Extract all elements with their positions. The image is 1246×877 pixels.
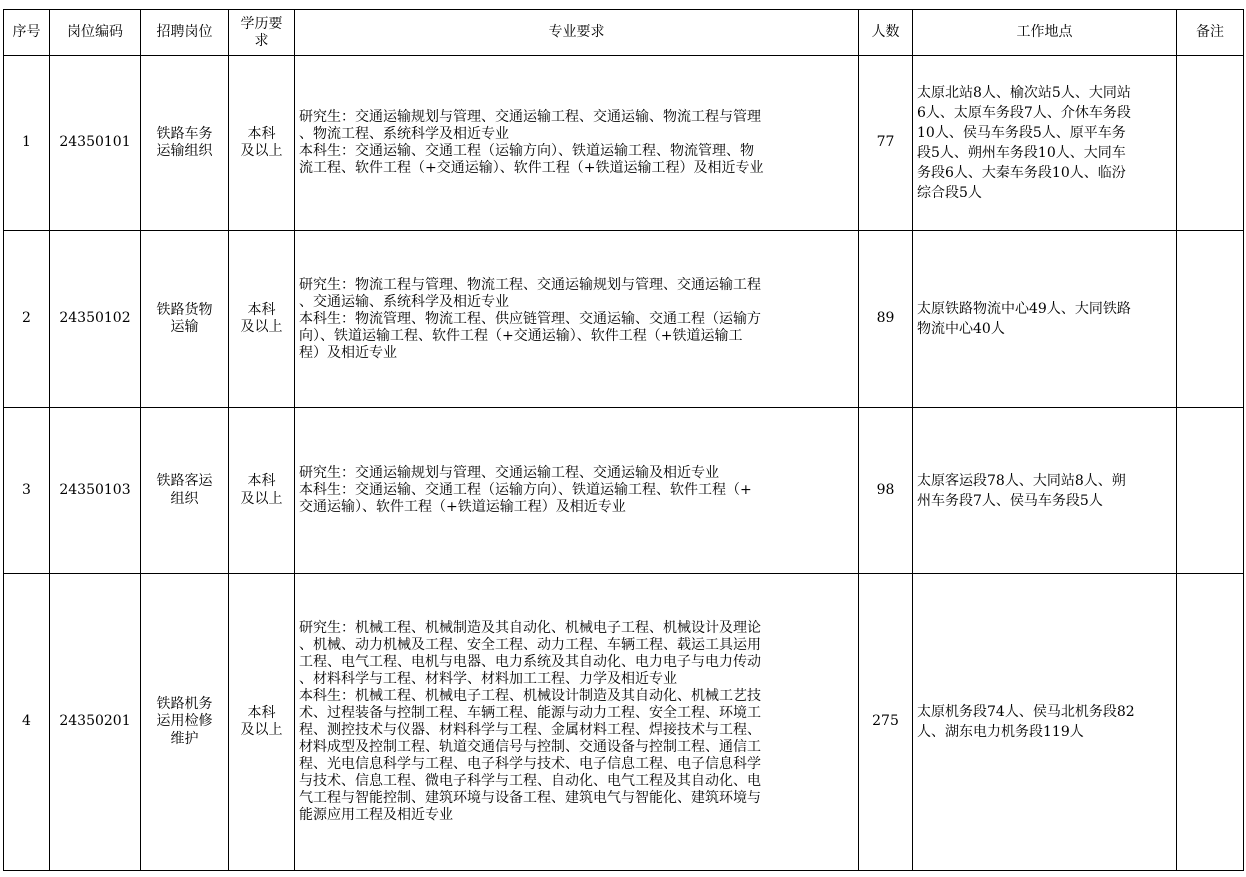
header-location: 工作地点	[913, 10, 1177, 56]
table-row	[4, 574, 1244, 871]
cell-position: 铁路机务 运用检修 维护	[141, 574, 229, 871]
cell-remark	[1177, 56, 1244, 231]
cell-remark	[1177, 231, 1244, 408]
cell-location: 太原客运段78人、大同站8人、朔 州车务段7人、侯马车务段5人	[913, 408, 1177, 574]
cell-count: 275	[859, 574, 913, 871]
cell-position: 铁路客运 组织	[141, 408, 229, 574]
header-major: 专业要求	[295, 10, 859, 56]
cell-location: 太原铁路物流中心49人、大同铁路 物流中心40人	[913, 231, 1177, 408]
cell-education: 本科 及以上	[229, 408, 295, 574]
recruitment-table	[3, 9, 1244, 871]
header-position: 招聘岗位	[141, 10, 229, 56]
cell-seq: 4	[4, 574, 50, 871]
cell-position: 铁路货物 运输	[141, 231, 229, 408]
cell-position: 铁路车务 运输组织	[141, 56, 229, 231]
header-remark: 备注	[1177, 10, 1244, 56]
cell-count: 77	[859, 56, 913, 231]
cell-seq: 1	[4, 56, 50, 231]
cell-seq: 2	[4, 231, 50, 408]
cell-count: 89	[859, 231, 913, 408]
cell-remark	[1177, 408, 1244, 574]
header-count: 人数	[859, 10, 913, 56]
cell-code: 24350103	[50, 408, 141, 574]
cell-education: 本科 及以上	[229, 574, 295, 871]
header-seq: 序号	[4, 10, 50, 56]
cell-code: 24350101	[50, 56, 141, 231]
cell-location: 太原机务段74人、侯马北机务段82 人、湖东电力机务段119人	[913, 574, 1177, 871]
header-education: 学历要 求	[229, 10, 295, 56]
cell-location: 太原北站8人、榆次站5人、大同站 6人、太原车务段7人、介休车务段 10人、侯马车务段5人、原平车务 段5人、朔州车务段10人、大同车 务段6人、大秦车务段10人、临汾 综合段5人	[913, 56, 1177, 231]
cell-education: 本科 及以上	[229, 231, 295, 408]
cell-count: 98	[859, 408, 913, 574]
header-row	[4, 10, 1244, 56]
cell-major: 研究生：物流工程与管理、物流工程、交通运输规划与管理、交通运输工程 、交通运输、系统科学及相近专业 本科生：物流管理、物流工程、供应链管理、交通运输、交通工程（运输方 向）、铁道运输工程、软件工程（+交通运输）、软件工程（+铁道运输工 程）及相近专业	[295, 231, 859, 408]
cell-major: 研究生：机械工程、机械制造及其自动化、机械电子工程、机械设计及理论 、机械、动力机械及工程、安全工程、动力工程、车辆工程、载运工具运用 工程、电气工程、电机与电器、电力系统及其自动化、电力电子与电力传动 、材料科学与工程、材料学、材料加工工程、力学及相近专业 本科生：机械工程、机械电子工程、机械设计制造及其自动化、机械工艺技 术、过程装备与控制工程、车辆工程、能源与动力工程、安全工程、环境工 程、测控技术与仪器、材料科学与工程、金属材料工程、焊接技术与工程、 材料成型及控制工程、轨道交通信号与控制、交通设备与控制工程、通信工 程、光电信息科学与工程、电子科学与技术、电子信息工程、电子信息科学 与技术、信息工程、微电子科学与工程、自动化、电气工程及其自动化、电 气工程与智能控制、建筑环境与设备工程、建筑电气与智能化、建筑环境与 能源应用工程及相近专业	[295, 574, 859, 871]
table-row	[4, 231, 1244, 408]
cell-code: 24350102	[50, 231, 141, 408]
cell-major: 研究生：交通运输规划与管理、交通运输工程、交通运输、物流工程与管理 、物流工程、系统科学及相近专业 本科生：交通运输、交通工程（运输方向）、铁道运输工程、物流管理、物 流工程、软件工程（+交通运输）、软件工程（+铁道运输工程）及相近专业	[295, 56, 859, 231]
cell-education: 本科 及以上	[229, 56, 295, 231]
header-code: 岗位编码	[50, 10, 141, 56]
cell-remark	[1177, 574, 1244, 871]
cell-seq: 3	[4, 408, 50, 574]
table-row	[4, 56, 1244, 231]
cell-code: 24350201	[50, 574, 141, 871]
cell-major: 研究生：交通运输规划与管理、交通运输工程、交通运输及相近专业 本科生：交通运输、交通工程（运输方向）、铁道运输工程、软件工程（+ 交通运输）、软件工程（+铁道运输工程）及相近专业	[295, 408, 859, 574]
table-row	[4, 408, 1244, 574]
